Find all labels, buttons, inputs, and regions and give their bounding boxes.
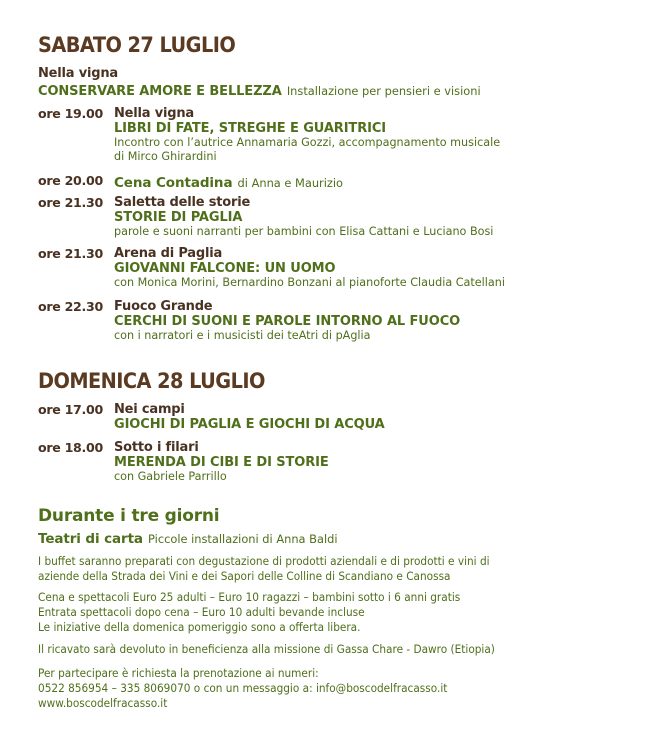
event-title: GIOVANNI FALCONE: UN UOMO [114,261,336,276]
event-place: Nella vigna [114,106,194,121]
during-subtitle-note: Piccole installazioni di Anna Baldi [148,532,338,546]
info-website-link[interactable]: www.boscodelfracasso.it [38,697,168,710]
info-buffet: I buffet saranno preparati con degustazione di prodotti aziendali e di prodotti e vini di [38,555,490,568]
info-price: Cena e spettacoli Euro 25 adulti – Euro 10 ragazzi – bambini sotto i 6 anni gratis [38,591,461,604]
section-heading-during: Durante i tre giorni [38,506,220,526]
intro-title: CONSERVARE AMORE E BELLEZZA [38,84,282,99]
day-heading-sunday: DOMENICA 28 LUGLIO [38,369,265,393]
event-time: ore 21.30 [38,246,103,261]
during-subtitle: Teatri di carta [38,531,143,547]
info-booking-contacts[interactable]: 0522 856954 – 335 8069070 o con un messaggio a: info@boscodelfracasso.it [38,682,448,695]
event-place: Sotto i filari [114,440,199,455]
intro-note: Installazione per pensieri e visioni [286,84,481,98]
event-desc: con Gabriele Parrillo [114,470,227,483]
event-desc: con i narratori e i musicisti dei teAtri di pAglia [114,329,371,342]
event-title: CERCHI DI SUONI E PAROLE INTORNO AL FUOCO [114,314,461,329]
during-subtitle-line [38,528,338,547]
info-buffet: aziende della Strada dei Vini e dei Sapori delle Colline di Scandiano e Canossa [38,570,451,583]
event-time: ore 20.00 [38,173,103,188]
event-time: ore 21.30 [38,195,103,210]
event-desc: con Monica Morini, Bernardino Bonzani al pianoforte Claudia Catellani [114,276,505,289]
event-place: Arena di Paglia [114,246,223,261]
event-line [114,172,343,191]
event-title: GIOCHI DI PAGLIA E GIOCHI DI ACQUA [114,417,385,432]
event-title: LIBRI DI FATE, STREGHE E GUARITRICI [114,121,387,136]
info-price: Entrata spettacoli dopo cena – Euro 10 adulti bevande incluse [38,606,365,619]
event-desc: parole e suoni narranti per bambini con Elisa Cattani e Luciano Bosi [114,225,494,238]
info-booking: Per partecipare è richiesta la prenotazione ai numeri: [38,667,319,680]
event-place: Fuoco Grande [114,299,213,314]
info-charity: Il ricavato sarà devoluto in beneficienza alla missione di Gassa Chare - Dawro (Etiopia) [38,643,495,656]
intro-place: Nella vigna [38,66,118,81]
event-desc: di Mirco Ghirardini [114,150,217,163]
event-time: ore 17.00 [38,402,103,417]
event-note: di Anna e Maurizio [237,176,344,190]
event-desc: Incontro con l’autrice Annamaria Gozzi, accompagnamento musicale [114,136,501,149]
event-title: MERENDA DI CIBI E DI STORIE [114,455,329,470]
event-time: ore 19.00 [38,106,103,121]
event-title: Cena Contadina [114,175,233,191]
intro-line [38,80,481,99]
day-heading-saturday: SABATO 27 LUGLIO [38,33,236,57]
event-title: STORIE DI PAGLIA [114,210,243,225]
event-time: ore 22.30 [38,299,103,314]
event-place: Saletta delle storie [114,195,251,210]
event-place: Nei campi [114,402,185,417]
info-price: Le iniziative della domenica pomeriggio sono a offerta libera. [38,621,361,634]
event-time: ore 18.00 [38,440,103,455]
